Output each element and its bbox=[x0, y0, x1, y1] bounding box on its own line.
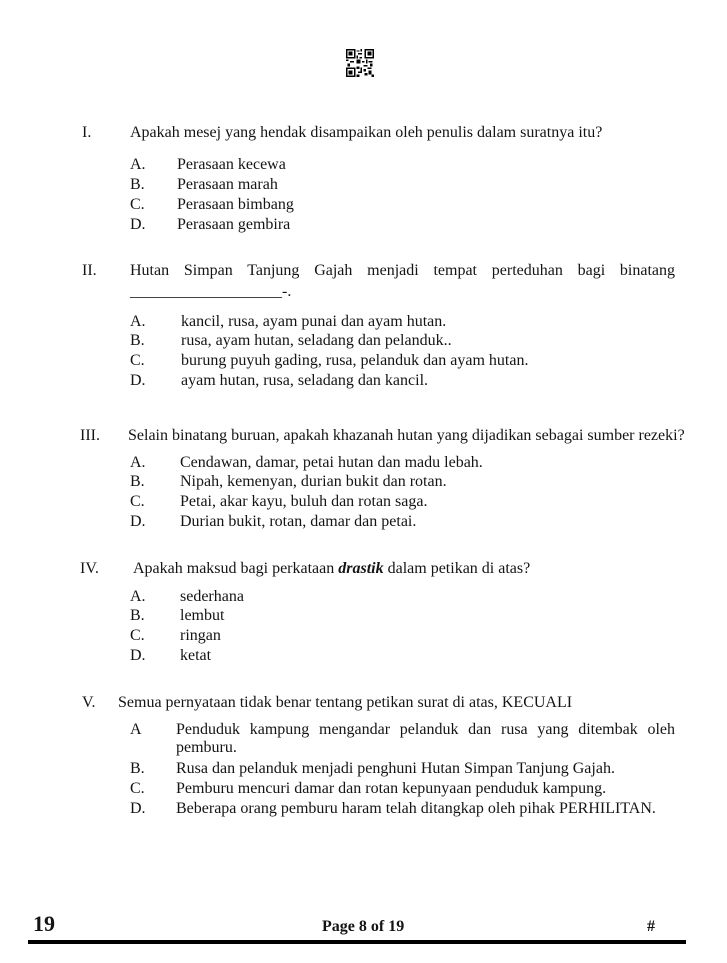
option-label: A. bbox=[130, 588, 146, 605]
option-label: C. bbox=[130, 352, 145, 369]
option-text: Penduduk kampung mengandar pelanduk dan rusa yang ditembak oleh bbox=[176, 721, 675, 738]
option-text: Durian bukit, rotan, damar dan petai. bbox=[180, 513, 417, 530]
fill-in-blank: ___________________-. bbox=[130, 283, 292, 300]
option-label: D. bbox=[130, 513, 146, 530]
option-text: rusa, ayam hutan, seladang dan pelanduk.. bbox=[181, 332, 452, 349]
option-label: B. bbox=[130, 176, 145, 193]
option-label: D. bbox=[130, 372, 146, 389]
option-text: Nipah, kemenyan, durian bukit dan rotan. bbox=[180, 473, 447, 490]
question-text bbox=[133, 559, 530, 579]
option-text: ayam hutan, rusa, seladang dan kancil. bbox=[181, 372, 429, 389]
option-label: A. bbox=[130, 156, 146, 173]
option-label: D. bbox=[130, 647, 146, 664]
paper-code: 19 bbox=[33, 911, 55, 936]
footer-mark: # bbox=[647, 918, 655, 935]
question-number: V. bbox=[82, 694, 96, 711]
option-text: Rusa dan pelanduk menjadi penghuni Hutan Simpan Tanjung Gajah. bbox=[176, 760, 615, 777]
option-label: B. bbox=[130, 760, 145, 777]
option-label: A. bbox=[130, 454, 146, 471]
option-text: lembut bbox=[180, 607, 225, 624]
question-text: Semua pernyataan tidak benar tentang petikan surat di atas, KECUALI bbox=[118, 694, 573, 711]
option-text: ketat bbox=[180, 647, 212, 664]
question-number: I. bbox=[82, 124, 92, 141]
option-label: C. bbox=[130, 493, 145, 510]
option-text: sederhana bbox=[180, 588, 244, 605]
question-text-after: dalam petikan di atas? bbox=[383, 560, 531, 577]
page-number: Page 8 of 19 bbox=[322, 918, 405, 935]
question-text-before: Apakah maksud bagi perkataan bbox=[133, 560, 339, 577]
option-text: Beberapa orang pemburu haram telah ditangkap oleh pihak PERHILITAN. bbox=[176, 800, 656, 817]
qr-code-icon bbox=[346, 49, 374, 77]
question-number: II. bbox=[82, 262, 97, 279]
option-text: ringan bbox=[180, 627, 221, 644]
question-number: IV. bbox=[80, 560, 99, 577]
option-text: Petai, akar kayu, buluh dan rotan saga. bbox=[180, 493, 428, 510]
option-label: B. bbox=[130, 473, 145, 490]
option-text: burung puyuh gading, rusa, pelanduk dan ayam hutan. bbox=[181, 352, 529, 369]
option-label: A bbox=[130, 721, 142, 738]
option-text-continuation: pemburu. bbox=[176, 739, 237, 756]
option-text: Pemburu mencuri damar dan rotan kepunyaan penduduk kampung. bbox=[176, 780, 607, 797]
footer-divider bbox=[28, 940, 686, 944]
option-label: B. bbox=[130, 607, 145, 624]
question-text: Hutan Simpan Tanjung Gajah menjadi tempat perteduhan bagi binatang bbox=[130, 262, 675, 279]
emphasized-word: drastik bbox=[338, 560, 384, 577]
option-text: Perasaan bimbang bbox=[177, 196, 294, 213]
option-label: D. bbox=[130, 800, 146, 817]
option-label: A. bbox=[130, 313, 146, 330]
option-label: B. bbox=[130, 332, 145, 349]
option-label: C. bbox=[130, 780, 145, 797]
question-number: III. bbox=[80, 427, 100, 444]
option-label: C. bbox=[130, 196, 145, 213]
option-text: Perasaan gembira bbox=[177, 216, 291, 233]
option-label: D. bbox=[130, 216, 146, 233]
option-text: Cendawan, damar, petai hutan dan madu lebah. bbox=[180, 454, 483, 471]
question-text: Selain binatang buruan, apakah khazanah hutan yang dijadikan sebagai sumber rezeki? bbox=[128, 427, 685, 444]
option-text: kancil, rusa, ayam punai dan ayam hutan. bbox=[181, 313, 447, 330]
question-text: Apakah mesej yang hendak disampaikan oleh penulis dalam suratnya itu? bbox=[130, 124, 603, 141]
option-text: Perasaan kecewa bbox=[177, 156, 286, 173]
option-label: C. bbox=[130, 627, 145, 644]
option-text: Perasaan marah bbox=[177, 176, 278, 193]
